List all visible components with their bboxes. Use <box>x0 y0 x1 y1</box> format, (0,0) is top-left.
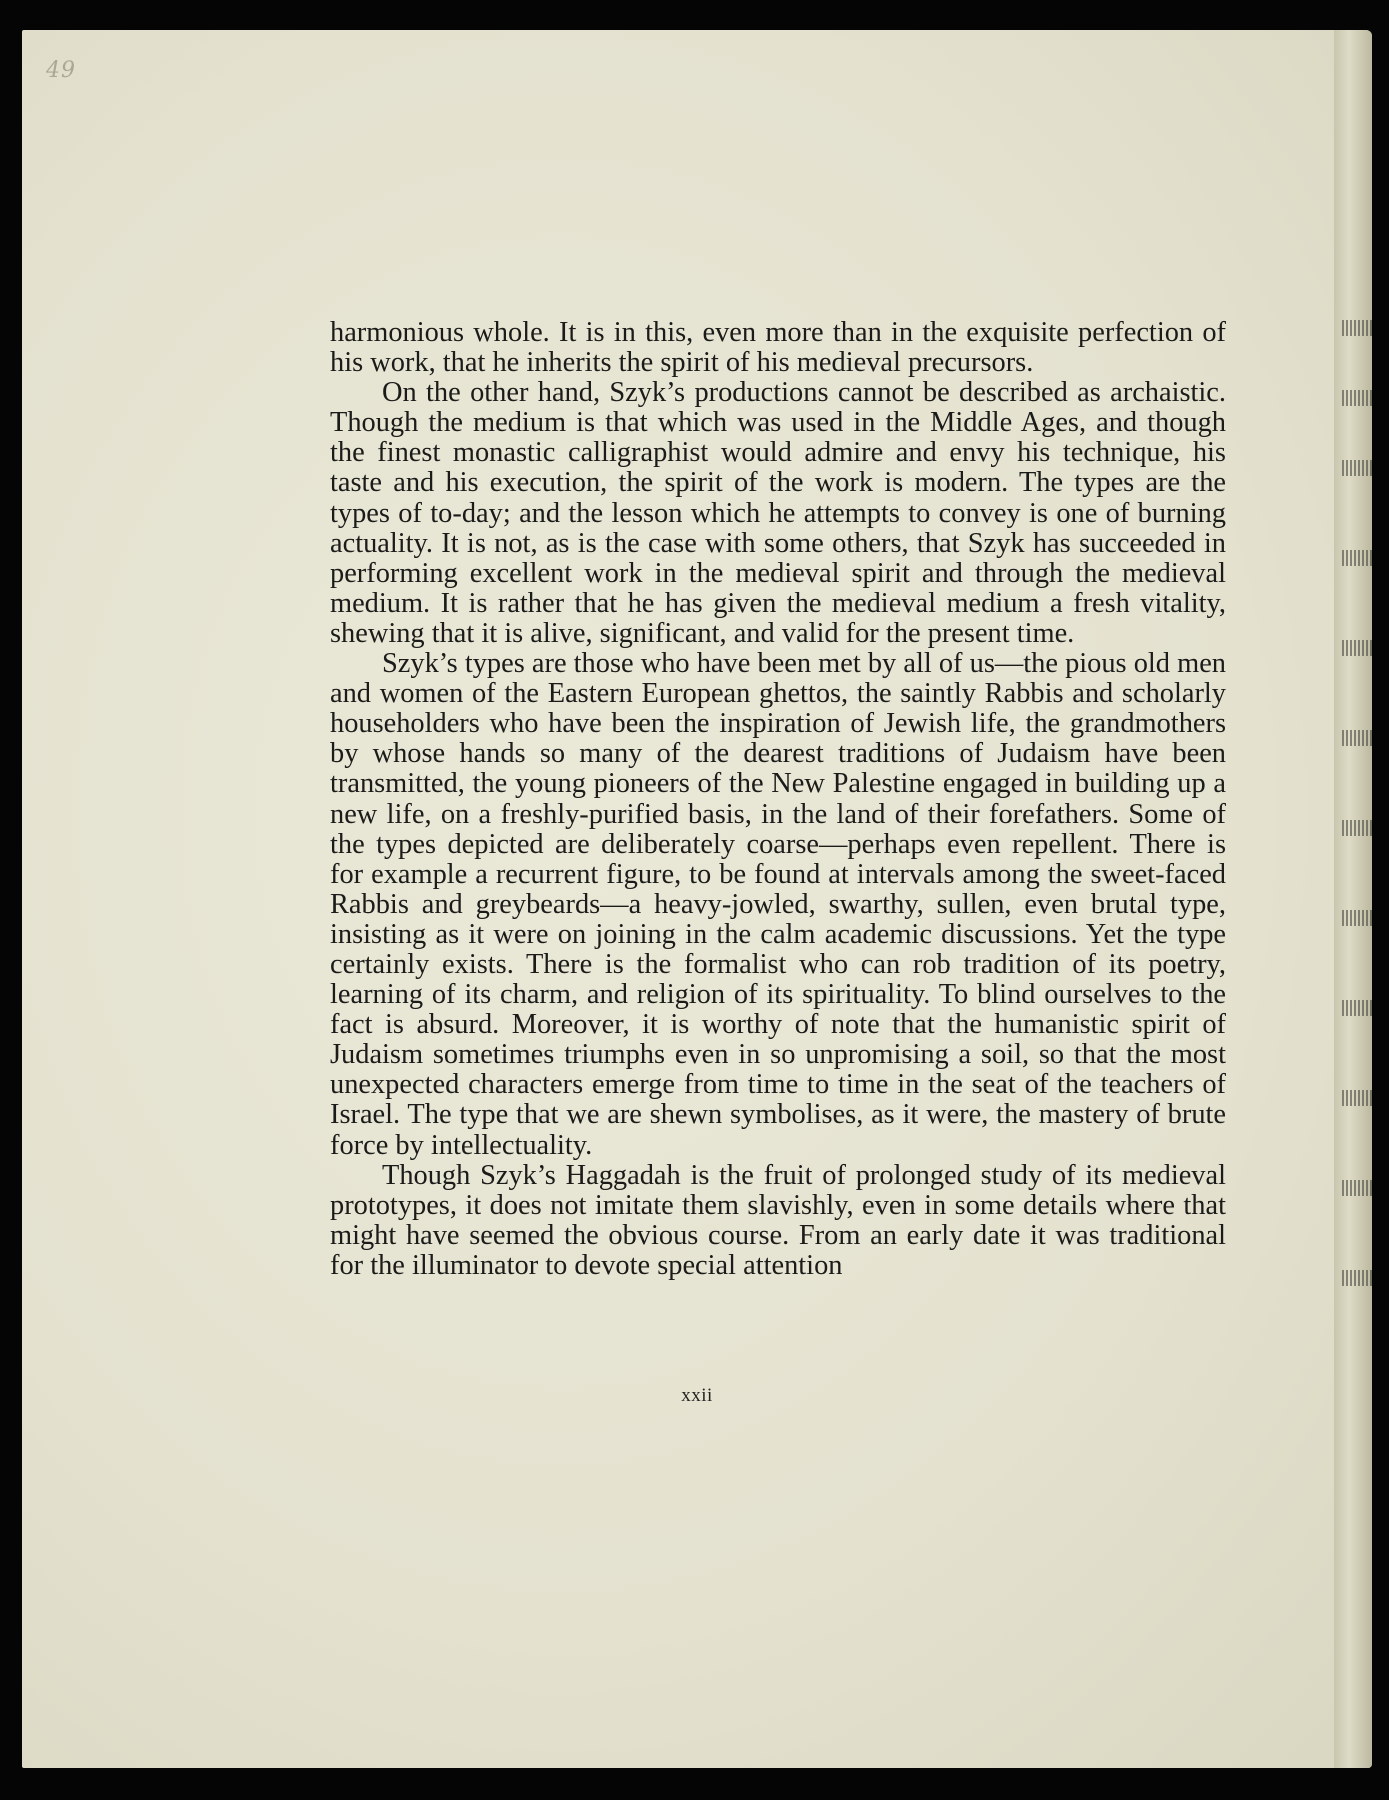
paragraph-archaistic: On the other hand, Szyk’s productions cannot be described as archaistic. Though the medium is that which was used in the Middle Ages, and though the finest monastic calligraphist would admire and envy his technique, his taste and his execution, the spirit of the work is modern. The types are the types of to-day; and the lesson which he attempts to convey is one of burning actuality. It is not, as is the case with some others, that Szyk has succeeded in performing excellent work in the medieval spirit and through the medieval medium. It is rather that he has given the medieval medium a fresh vitality, shewing that it is alive, significant, and valid for the present time. <box>330 377 1226 649</box>
bleed-through-mark <box>1342 390 1372 406</box>
bleed-through-mark <box>1342 320 1372 336</box>
bleed-through-mark <box>1342 820 1372 836</box>
bleed-through-mark <box>1342 730 1372 746</box>
paragraph-types: Szyk’s types are those who have been met by all of us—the pious old men and women of the Eastern European ghettos, the saintly Rabbis and scholarly householders who have been the inspiration of Jewish life, the grandmothers by whose hands so many of the dearest traditions of Judaism have been transmitted, the young pioneers of the New Palestine engaged in building up a new life, on a freshly-purified basis, in the land of their forefathers. Some of the types depicted are deliberately coarse—perhaps even repellent. There is for example a recurrent figure, to be found at intervals among the sweet-faced Rabbis and greybeards—a heavy-jowled, swarthy, sullen, even brutal type, insisting as it were on joining in the calm academic discussions. Yet the type certainly exists. There is the formalist who can rob tradition of its poetry, learning of its charm, and religion of its spirituality. To blind ourselves to the fact is absurd. Moreover, it is worthy of note that the humanistic spirit of Judaism sometimes triumphs even in so unpromising a soil, so that the most unexpected characters emerge from time to time in the seat of the teachers of Israel. The type that we are shewn symbolises, as it were, the mastery of brute force by intellectuality. <box>330 648 1226 1161</box>
body-text <box>330 318 1226 1281</box>
page-number: xxii <box>681 1385 713 1406</box>
paragraph-continued: harmonious whole. It is in this, even more than in the exquisite perfection of his work, that he inherits the spirit of his medieval precursors. <box>330 317 1226 379</box>
bleed-through-mark <box>1342 550 1372 566</box>
paragraph-haggadah: Though Szyk’s Haggadah is the fruit of prolonged study of its medieval prototypes, it does not imitate them slavishly, even in some details where that might have seemed the obvious course. From an early date it was traditional for the illuminator to devote special attention <box>330 1159 1226 1281</box>
bleed-through-mark <box>1342 1180 1372 1196</box>
bleed-through-mark <box>1342 910 1372 926</box>
bleed-through-mark <box>1342 1270 1372 1286</box>
bleed-through-mark <box>1342 1000 1372 1016</box>
bleed-through-mark <box>1342 460 1372 476</box>
bleed-through-mark <box>1342 640 1372 656</box>
pencil-folio-mark: 49 <box>46 58 76 83</box>
facing-page-edge <box>1334 30 1372 1768</box>
book-page <box>22 30 1372 1768</box>
bleed-through-mark <box>1342 1090 1372 1106</box>
